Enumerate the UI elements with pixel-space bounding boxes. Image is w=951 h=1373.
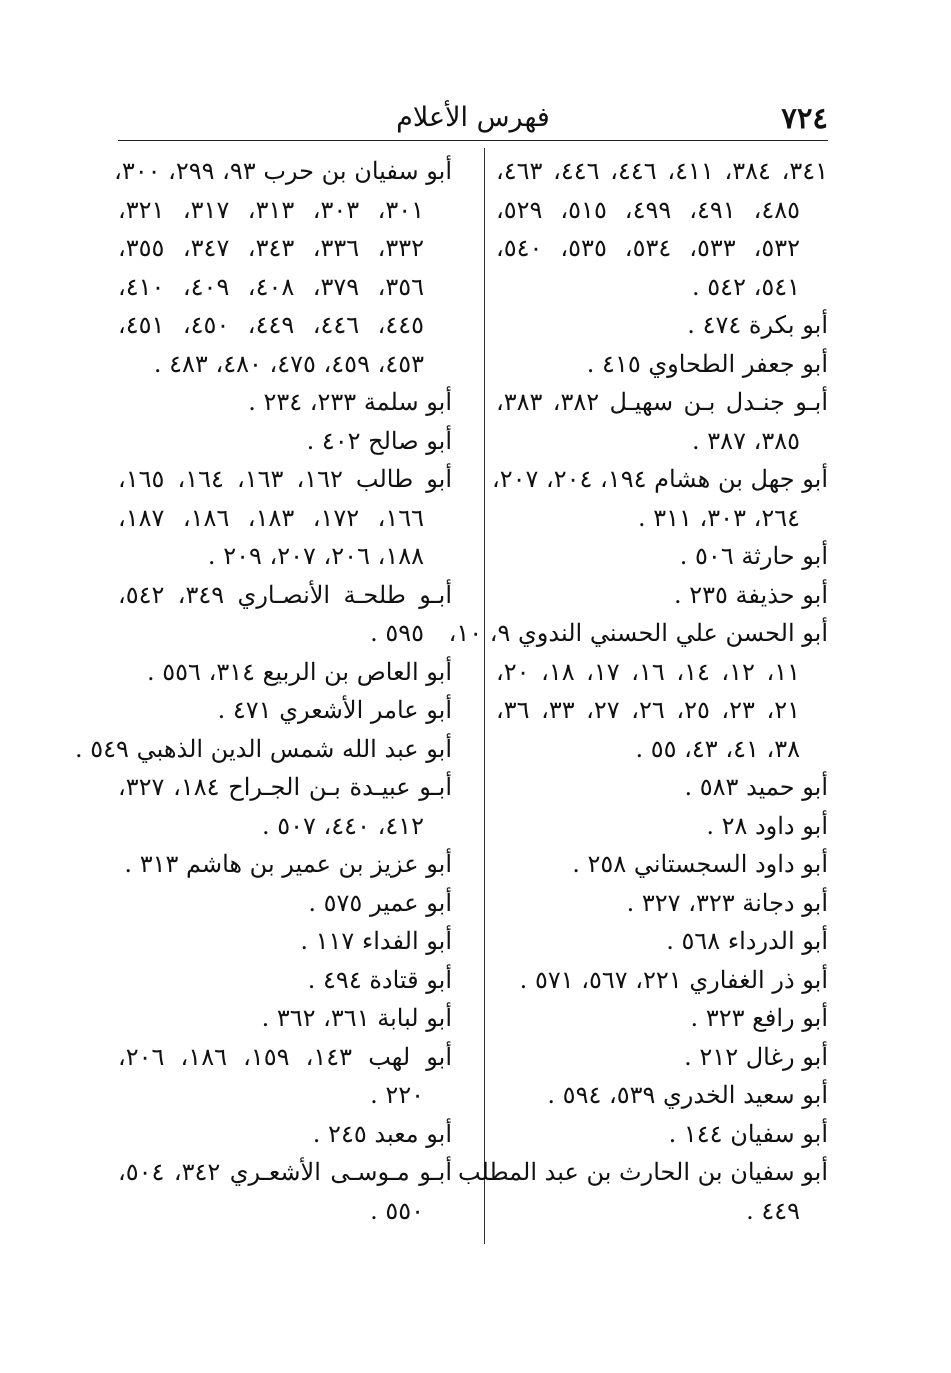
entry-line: أبو حذيفة ٢٣٥ . <box>673 580 828 609</box>
index-entry <box>496 1076 828 1115</box>
right-column <box>448 152 829 1230</box>
entry-line: أبو بكرة ٤٧٤ . <box>687 311 828 339</box>
entry-line: أبو لهب ١٤٣، ١٥٩، ١٨٦، ٢٠٦، <box>118 1042 453 1071</box>
index-entry <box>118 884 452 923</box>
index-entry <box>118 1038 452 1115</box>
entry-continuation-line: ٢٢٠ . <box>370 1081 424 1109</box>
index-entry <box>118 1153 452 1230</box>
index-entry <box>496 961 828 1000</box>
entry-line: أبو سفيان بن الحارث بن عبد المطلب <box>457 1158 828 1186</box>
index-entry <box>118 845 452 884</box>
entry-continuation-line: ٥٥٠ . <box>370 1196 424 1225</box>
entry-continuation-line: ١١، ١٢، ١٤، ١٦، ١٧، ١٨، ٢٠، <box>496 657 800 686</box>
index-entry <box>496 152 828 306</box>
index-entry <box>457 1153 828 1230</box>
entry-line: أبو سلمة ٢٣٣، ٢٣٤ . <box>248 388 452 416</box>
entry-line: أبو ذر الغفاري ٢٢١، ٥٦٧، ٥٧١ . <box>519 965 828 994</box>
entry-continuation-line: ٣٥٦، ٣٧٩، ٤٠٨، ٤٠٩، ٤١٠، <box>118 272 425 301</box>
page-header <box>118 98 828 140</box>
index-entry <box>496 1115 828 1154</box>
entry-line: أبو لبابة ٣٦١، ٣٦٢ . <box>261 1004 452 1032</box>
index-entry <box>118 422 452 461</box>
index-entry <box>496 1038 828 1077</box>
entry-line: أبو سفيان ١٤٤ . <box>668 1119 828 1148</box>
index-entry <box>496 383 828 460</box>
entry-line: أبـو عبيـدة بـن الجـراح ١٨٤، ٣٢٧، <box>118 773 453 801</box>
entry-line: أبو طالب ١٦٢، ١٦٣، ١٦٤، ١٦٥، <box>118 465 453 493</box>
index-entry <box>448 614 828 768</box>
entry-line: أبو عزيز بن عمير بن هاشم ٣١٣ . <box>124 850 452 878</box>
index-entry <box>118 961 452 1000</box>
left-column <box>75 152 453 1230</box>
entry-line: أبو الحسن علي الحسني الندوي ٩، ١٠، <box>448 619 828 647</box>
entry-line: أبو قتادة ٤٩٤ . <box>307 965 452 994</box>
entry-line: أبو العاص بن الربيع ٣١٤، ٥٥٦ . <box>147 657 452 686</box>
index-entry <box>118 460 452 576</box>
running-title: فهرس الأعلام <box>396 102 550 133</box>
index-entry <box>118 922 452 961</box>
index-entry <box>114 152 452 383</box>
index-entry <box>118 691 452 730</box>
index-entry <box>496 306 828 345</box>
entry-continuation-line: ٤٤٩ . <box>746 1196 800 1225</box>
entry-line: أبو داود السجستاني ٢٥٨ . <box>572 850 828 878</box>
header-rule <box>118 140 828 141</box>
entry-line: أبو جعفر الطحاوي ٤١٥ . <box>586 349 828 378</box>
index-entry <box>118 383 452 422</box>
entry-continuation-line: ٤٤٥، ٤٤٦، ٤٤٩، ٤٥٠، ٤٥١، <box>118 311 425 339</box>
entry-continuation-line: ٢١، ٢٣، ٢٥، ٢٦، ٢٧، ٣٣، ٣٦، <box>496 696 800 724</box>
index-entry <box>496 884 828 923</box>
index-entry <box>496 807 828 846</box>
entry-continuation-line: ١٦٦، ١٧٢، ١٨٣، ١٨٦، ١٨٧، <box>118 503 425 532</box>
entry-line: أبو معبد ٢٤٥ . <box>312 1119 452 1148</box>
entry-continuation-line: ٥٩٥ . <box>370 619 424 647</box>
entry-line: أبو داود ٢٨ . <box>706 811 828 840</box>
entry-continuation-line: ٤١٢، ٤٤٠، ٥٠٧ . <box>261 811 424 840</box>
entry-line: أبـو طلحـة الأنصـاري ٣٤٩، ٥٤٢، <box>118 580 452 609</box>
entry-line: أبو سفيان بن حرب ٩٣، ٢٩٩، ٣٠٠، <box>114 157 452 185</box>
column-divider <box>484 148 485 1244</box>
entry-continuation-line: ٣٠١، ٣٠٣، ٣١٣، ٣١٧، ٣٢١، <box>118 195 425 224</box>
index-entry <box>496 576 828 615</box>
entry-line: أبو الفداء ١١٧ . <box>300 927 452 955</box>
entry-line: ٣٤١، ٣٨٤، ٤١١، ٤٤٦، ٤٤٦، ٤٦٣، <box>496 157 829 185</box>
entry-line: أبو حارثة ٥٠٦ . <box>679 542 828 570</box>
entry-continuation-line: ٥٤١، ٥٤٢ . <box>692 272 800 301</box>
entry-line: أبو رافع ٣٢٣ . <box>690 1004 828 1032</box>
entry-line: أبو عبد الله شمس الدين الذهبي ٥٤٩ . <box>75 734 452 763</box>
index-entry <box>118 1115 452 1154</box>
entry-line: أبـو جنـدل بـن سهيـل ٣٨٢، ٣٨٣، <box>496 388 828 416</box>
entry-line: أبو رغال ٢١٢ . <box>684 1042 828 1071</box>
entry-continuation-line: ٢٦٤، ٣٠٣، ٣١١ . <box>637 503 800 532</box>
entry-line: أبو عامر الأشعري ٤٧١ . <box>217 696 452 724</box>
index-entry <box>496 345 828 384</box>
entry-continuation-line: ٤٨٥، ٤٩١، ٤٩٩، ٥١٥، ٥٢٩، <box>496 195 801 224</box>
entry-line: أبو جهل بن هشام ١٩٤، ٢٠٤، ٢٠٧، <box>491 465 828 493</box>
index-entry <box>75 730 452 769</box>
entry-continuation-line: ٣٨٥، ٣٨٧ . <box>692 426 800 455</box>
index-entry <box>496 537 828 576</box>
entry-continuation-line: ٣٣٢، ٣٣٦، ٣٤٣، ٣٤٧، ٣٥٥، <box>118 234 425 262</box>
entry-line: أبو حميد ٥٨٣ . <box>684 773 828 801</box>
index-entry <box>118 768 452 845</box>
page-number: ٧٢٤ <box>781 101 828 135</box>
index-entry <box>118 576 452 653</box>
index-entry <box>118 653 452 692</box>
entry-continuation-line: ٥٣٢، ٥٣٣، ٥٣٤، ٥٣٥، ٥٤٠، <box>496 234 801 262</box>
index-entry <box>496 999 828 1038</box>
entry-continuation-line: ٣٨، ٤١، ٤٣، ٥٥ . <box>635 734 800 763</box>
index-entry <box>496 845 828 884</box>
entry-line: أبو دجانة ٣٢٣، ٣٢٧ . <box>626 888 828 917</box>
index-entry <box>496 768 828 807</box>
entry-line: أبـو مـوسـى الأشعـري ٣٤٢، ٥٠٤، <box>118 1158 453 1186</box>
index-entry <box>491 460 828 537</box>
entry-line: أبو عمير ٥٧٥ . <box>308 888 452 917</box>
entry-continuation-line: ٤٥٣، ٤٥٩، ٤٧٥، ٤٨٠، ٤٨٣ . <box>153 349 424 378</box>
entry-line: أبو الدرداء ٥٦٨ . <box>666 927 828 955</box>
index-entry <box>496 922 828 961</box>
entry-continuation-line: ١٨٨، ٢٠٦، ٢٠٧، ٢٠٩ . <box>207 542 424 570</box>
index-entry <box>118 999 452 1038</box>
entry-line: أبو سعيد الخدري ٥٣٩، ٥٩٤ . <box>547 1081 828 1109</box>
entry-line: أبو صالح ٤٠٢ . <box>306 426 452 455</box>
